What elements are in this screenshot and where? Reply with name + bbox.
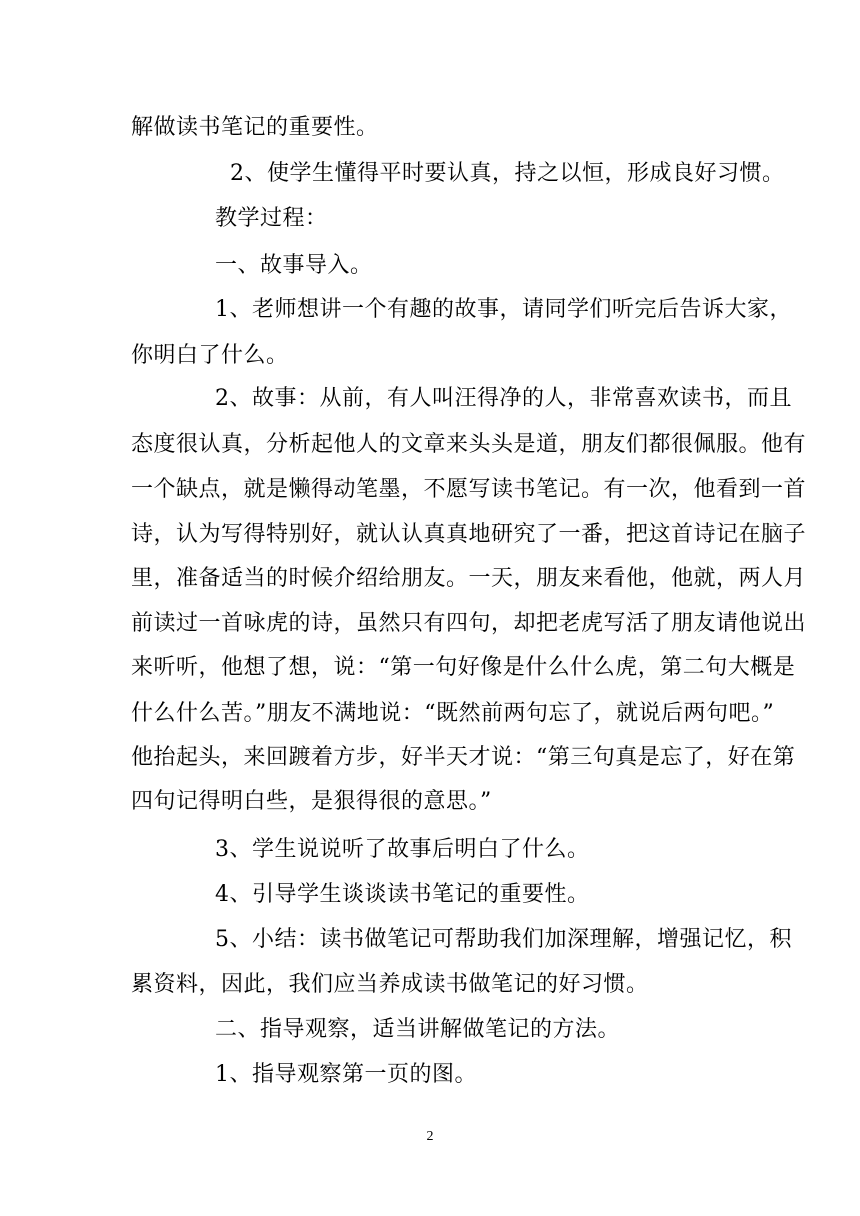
section-heading: 一、故事导入。 <box>215 253 373 278</box>
page-number: 2 <box>426 1129 434 1144</box>
text-line: 诗，认为写得特别好，就认认真真地研究了一番，把这首诗记在脑子 <box>131 522 807 547</box>
text-line: 态度很认真，分析起他人的文章来头头是道，朋友们都很佩服。他有 <box>131 432 807 457</box>
text-line: 2、故事：从前，有人叫汪得净的人，非常喜欢读书，而且 <box>215 386 792 411</box>
text-line: 一个缺点，就是懒得动笔墨，不愿写读书笔记。有一次，他看到一首 <box>131 477 807 502</box>
text-line: 2、使学生懂得平时要认真，持之以恒，形成良好习惯。 <box>230 161 785 186</box>
text-line: 4、引导学生谈谈读书笔记的重要性。 <box>215 882 590 907</box>
text-line: 四句记得明白些，是狠得很的意思。” <box>131 789 492 814</box>
section-heading: 二、指导观察，适当讲解做笔记的方法。 <box>215 1017 621 1042</box>
text-line: 什么什么苦。”朋友不满地说：“既然前两句忘了，就说后两句吧。” <box>131 701 775 726</box>
text-line: 1、指导观察第一页的图。 <box>215 1062 477 1087</box>
section-heading: 教学过程： <box>215 206 328 231</box>
text-line: 5、小结：读书做笔记可帮助我们加深理解，增强记忆，积 <box>215 927 792 952</box>
text-line: 1、老师想讲一个有趣的故事，请同学们听完后告诉大家， <box>215 297 792 322</box>
text-line: 里，准备适当的时候介绍给朋友。一天，朋友来看他，他就，两人月 <box>131 566 807 591</box>
text-line: 累资料，因此，我们应当养成读书做笔记的好习惯。 <box>131 972 649 997</box>
text-line: 解做读书笔记的重要性。 <box>131 115 379 140</box>
text-line: 你明白了什么。 <box>131 343 289 368</box>
text-line: 来听听，他想了想，说：“第一句好像是什么什么虎，第二句大概是 <box>131 655 796 680</box>
text-line: 前读过一首咏虎的诗，虽然只有四句，却把老虎写活了朋友请他说出 <box>131 611 807 636</box>
text-line: 他抬起头，来回踱着方步，好半天才说：“第三句真是忘了，好在第 <box>131 745 796 770</box>
text-line: 3、学生说说听了故事后明白了什么。 <box>215 837 590 862</box>
